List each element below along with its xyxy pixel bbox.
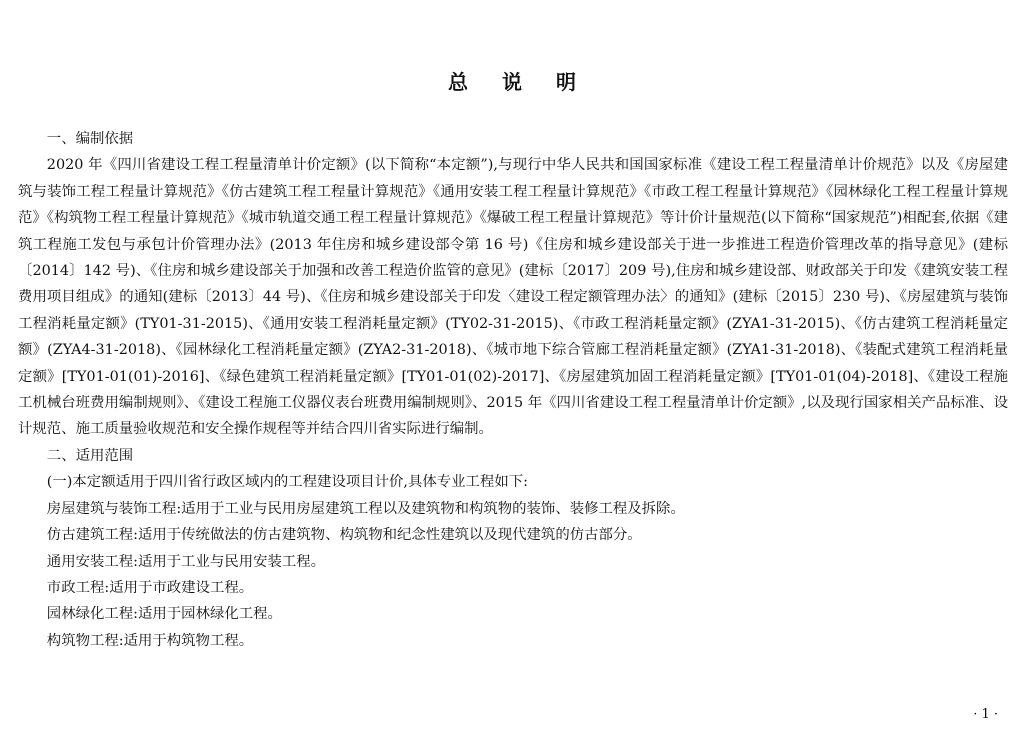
section-paragraph: 房屋建筑与装饰工程:适用于工业与民用房屋建筑工程以及建筑物和构筑物的装饰、装修工程及拆除。: [46, 500, 685, 517]
section-paragraph: 仿古建筑工程:适用于传统做法的仿古建筑物、构筑物和纪念性建筑以及现代建筑的仿古部分。: [46, 527, 642, 544]
section-paragraph: 园林绿化工程:适用于园林绿化工程。: [46, 606, 282, 623]
section-paragraph: 2020 年《四川省建设工程工程量清单计价定额》(以下简称“本定额”),与现行中华人民共和国国家标准《建设工程工程量清单计价规范》以及《房屋建筑与装饰工程工程量计算规范》《仿古建筑工程工程量计算规范》《通用安装工程工程量计算规范》《市政工程工程量计算规范》《园林绿化工程工程量计算规范》《构筑物工程工程量计算规范》《城市轨道交通工程工程量计算规范》《爆破工程工程量计算规范》等计价计量规范(以下简称“国家规范”)相配套,依据《建筑工程施工发包与承包计价管理办法》(2013 年住房和城乡建设部令第 16 号)《住房和城乡建设部关于进一步推进工程造价管理改革的指导意见》(建标〔2014〕142 号)、《住房和城乡建设部关于加强和改善工程造价监管的意见》(建标〔2017〕209 号),住房和城乡建设部、财政部关于印发《建筑安装工程费用项目组成》的通知(建标〔2013〕44 号)、《住房和城乡建设部关于印发〈建设工程定额管理办法〉的通知》(建标〔2015〕230 号)、《房屋建筑与装饰工程消耗量定额》(TY01-31-2015)、《通用安装工程消耗量定额》(TY02-31-2015)、《市政工程消耗量定额》(ZYA1-31-2015)、《仿古建筑工程消耗量定额》(ZYA4-31-2018)、《园林绿化工程消耗量定额》(ZYA2-31-2018)、《城市地下综合管廊工程消耗量定额》(ZYA1-31-2018)、《装配式建筑工程消耗量定额》[TY01-01(01)-2016]、《绿色建筑工程消耗量定额》[TY01-01(02)-2017]、《房屋建筑加固工程消耗量定额》[TY01-01(04)-2018]、《建设工程施工机械台班费用编制规则》、《建设工程施工仪器仪表台班费用编制规则》、2015 年《四川省建设工程工程量清单计价定额》,以及现行国家相关产品标准、设计规范、施工质量验收规范和安全操作规程等并结合四川省实际进行编制。: [18, 157, 1008, 438]
section-paragraph: 通用安装工程:适用于工业与民用安装工程。: [46, 553, 326, 570]
document-body: [18, 126, 1008, 654]
page-title: 总说明: [448, 70, 610, 94]
page-number: · 1 ·: [973, 707, 998, 722]
section-heading-basis: 一、编制依据: [46, 131, 134, 147]
section-paragraph: 构筑物工程:适用于构筑物工程。: [46, 632, 254, 649]
section-paragraph: 市政工程:适用于市政建设工程。: [46, 579, 254, 596]
section-heading-scope: 二、适用范围: [46, 447, 134, 464]
section-paragraph: (一)本定额适用于四川省行政区域内的工程建设项目计价,具体专业工程如下:: [46, 474, 528, 491]
